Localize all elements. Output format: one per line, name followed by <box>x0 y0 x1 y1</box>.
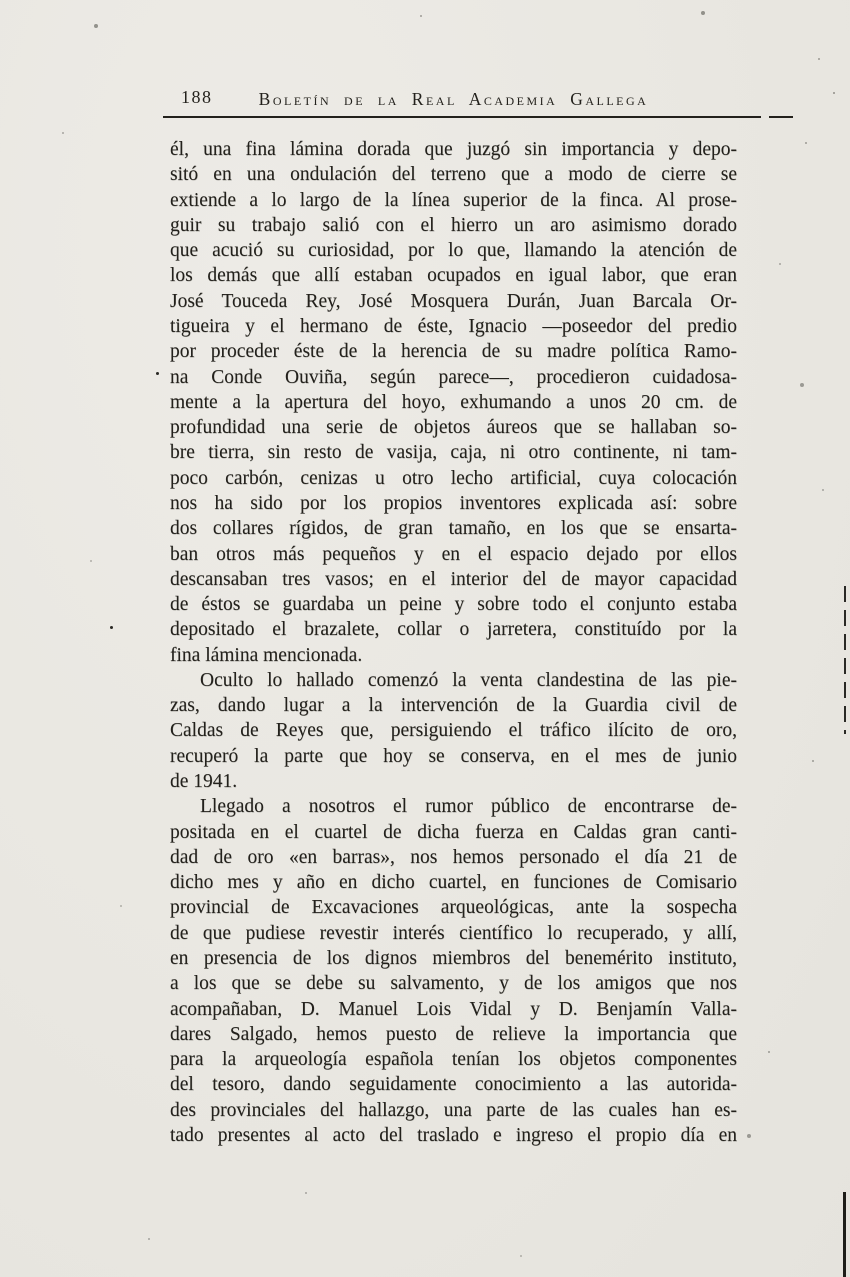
text-line: poco carbón, cenizas u otro lecho artificial, cuya colocación <box>170 467 737 489</box>
text-line: nos ha sido por los propios inventores explicada así: sobre <box>170 492 737 514</box>
journal-title: Boletín de la Real Academia Gallega <box>258 89 649 109</box>
text-line: profundidad una serie de objetos áureos que se hallaban so- <box>170 417 737 439</box>
text-line: provincial de Excavaciones arqueológicas, ante la sospecha <box>170 897 737 919</box>
text-line: fina lámina mencionada. <box>170 644 363 666</box>
text-line: de 1941. <box>170 771 238 793</box>
text-line: bre tierra, sin resto de vasija, caja, ni otro continente, ni tam- <box>170 442 737 464</box>
text-line: dares Salgado, hemos puesto de relieve la importancia que <box>170 1023 737 1045</box>
text-line: Caldas de Reyes que, persiguiendo el tráfico ilícito de oro, <box>170 720 737 742</box>
header-rule <box>163 116 793 118</box>
body-text <box>170 137 737 1148</box>
text-line: José Touceda Rey, José Mosquera Durán, Juan Barcala Or- <box>170 290 737 312</box>
page-number: 188 <box>181 87 213 107</box>
text-line: recuperó la parte que hoy se conserva, en el mes de junio <box>170 745 737 767</box>
text-line: guir su trabajo salió con el hierro un aro asimismo dorado <box>170 214 737 236</box>
text-line: del tesoro, dando seguidamente conocimiento a las autorida- <box>170 1074 737 1096</box>
text-line: dicho mes y año en dicho cuartel, en funciones de Comisario <box>170 872 737 894</box>
text-line: de éstos se guardaba un peine y sobre todo el conjunto estaba <box>170 594 737 616</box>
scan-artifact-dot <box>110 626 113 629</box>
text-line: positada en el cuartel de dicha fuerza en Caldas gran canti- <box>170 821 737 843</box>
text-line: los demás que allí estaban ocupados en igual labor, que eran <box>170 265 737 287</box>
text-line: tado presentes al acto del traslado e ingreso el propio día en <box>170 1124 737 1146</box>
text-line: ban otros más pequeños y en el espacio dejado por ellos <box>170 543 737 565</box>
text-line: Oculto lo hallado comenzó la venta clandestina de las pie- <box>200 669 737 691</box>
text-line: en presencia de los dignos miembros del benemérito instituto, <box>170 948 737 969</box>
text-line: de que pudiese revestir interés científico lo recuperado, y allí, <box>170 922 737 944</box>
text-line: tigueira y el hermano de éste, Ignacio —poseedor del predio <box>170 315 737 337</box>
text-line: na Conde Ouviña, según parece—, procedieron cuidadosa- <box>170 366 737 388</box>
text-line: mente a la apertura del hoyo, exhumando a unos 20 cm. de <box>170 391 737 413</box>
text-line: dos collares rígidos, de gran tamaño, en los que se ensarta- <box>170 518 737 540</box>
text-line: que acució su curiosidad, por lo que, llamando la atención de <box>170 240 737 262</box>
scan-artifact-dashed-line <box>844 586 846 734</box>
text-line: por proceder éste de la herencia de su madre política Ramo- <box>170 341 737 363</box>
text-line: depositado el brazalete, collar o jarretera, constituído por la <box>170 619 737 641</box>
text-line: zas, dando lugar a la intervención de la Guardia civil de <box>170 695 737 717</box>
text-line: para la arqueología española tenían los objetos componentes <box>170 1049 737 1071</box>
text-line: extiende a lo largo de la línea superior de la finca. Al prose- <box>170 189 737 211</box>
text-line: des provinciales del hallazgo, una parte de las cuales han es- <box>170 1099 737 1121</box>
text-line: él, una fina lámina dorada que juzgó sin importancia y depo- <box>170 139 737 160</box>
text-line: descansaban tres vasos; en el interior del de mayor capacidad <box>170 568 737 590</box>
scan-speckles <box>0 0 2 2</box>
scan-artifact-dot <box>156 372 159 375</box>
text-line: sitó en una ondulación del terreno que a modo de cierre se <box>170 164 737 186</box>
text-line: a los que se debe su salvamento, y de los amigos que nos <box>170 973 737 995</box>
scan-artifact-solid-line <box>843 1192 846 1277</box>
text-line: Llegado a nosotros el rumor público de encontrarse de- <box>200 796 737 818</box>
text-line: acompañaban, D. Manuel Lois Vidal y D. Benjamín Valla- <box>170 998 737 1020</box>
text-line: dad de oro «en barras», nos hemos personado el día 21 de <box>170 846 737 868</box>
